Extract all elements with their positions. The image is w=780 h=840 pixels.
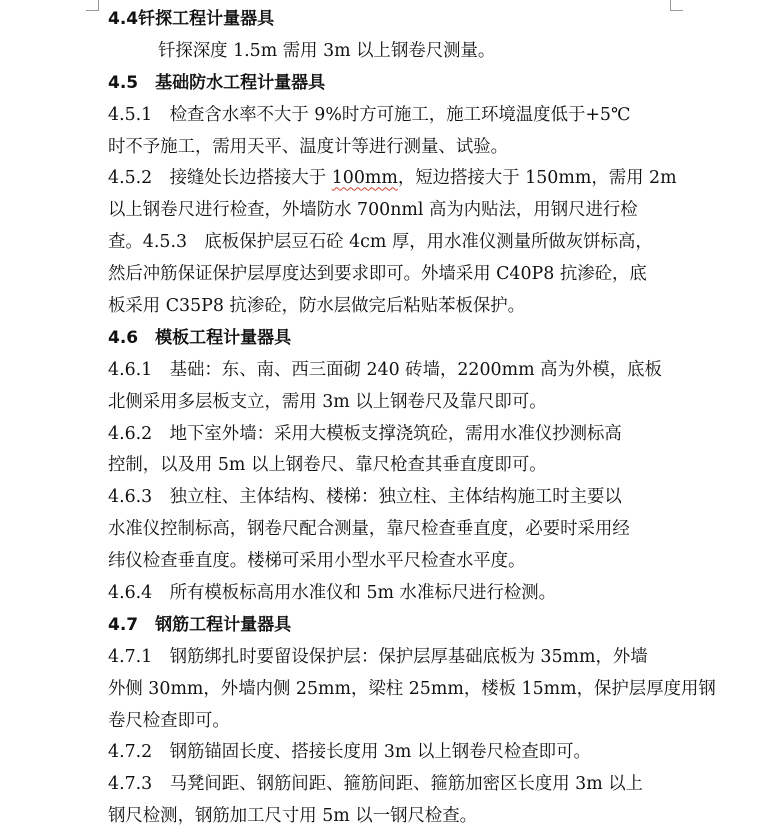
section-heading: 4.7 钢筋工程计量器具 xyxy=(108,614,292,635)
paragraph-line: 4.6.4 所有模板标高用水准仪和 5m 水准标尺进行检测。 xyxy=(108,583,557,604)
document-body[interactable] xyxy=(108,4,716,833)
paragraph-line xyxy=(108,163,677,195)
paragraph-line: 控制，以及用 5m 以上钢卷尺、靠尺枪查其垂直度即可。 xyxy=(108,455,547,476)
paragraph-line: 水准仪控制标高，钢卷尺配合测量，靠尺检查垂直度，必要时采用经 xyxy=(108,519,630,540)
paragraph-line: 卷尺检查即可。 xyxy=(108,710,230,731)
paragraph-line: 4.5.1 检查含水率不大于 9%时方可施工，施工环境温度低于+5℃ xyxy=(108,104,631,125)
paragraph-line: 板采用 C35P8 抗渗砼，防水层做完后粘贴苯板保护。 xyxy=(108,296,526,317)
paragraph-line: 4.7.1 钢筋绑扎时要留设保护层：保护层厚基础底板为 35mm，外墙 xyxy=(108,646,648,667)
section-heading: 4.6 模板工程计量器具 xyxy=(108,327,292,348)
section-heading: 4.4钎探工程计量器具 xyxy=(108,9,275,29)
paragraph-line: 以上钢卷尺进行检查，外墙防水 700nml 高为内贴法，用钢尺进行检 xyxy=(108,200,638,221)
paragraph-line: 4.6.3 独立柱、主体结构、楼梯：独立柱、主体结构施工时主要以 xyxy=(108,487,622,508)
paragraph-line: 4.6.1 基础：东、南、西三面砌 240 砖墙，2200mm 高为外模，底板 xyxy=(108,359,662,380)
paragraph-line: 钎探深度 1.5m 需用 3m 以上钢卷尺测量。 xyxy=(158,40,496,61)
margin-corner-mark-right xyxy=(670,0,683,11)
margin-corner-mark-left xyxy=(86,0,99,11)
paragraph-line: 查。4.5.3 底板保护层豆石砼 4cm 厚，用水准仪测量所做灰饼标高， xyxy=(108,232,653,253)
paragraph-line: 然后冲筋保证保护层厚度达到要求即可。外墙采用 C40P8 抗渗砼，底 xyxy=(108,264,647,285)
line-text: ，短边搭接大于 150mm，需用 2m xyxy=(397,168,677,189)
paragraph-line: 北侧采用多层板支立，需用 3m 以上钢卷尺及靠尺即可。 xyxy=(108,391,547,412)
line-text: 4.5.2 接缝处长边搭接大于 xyxy=(108,168,332,189)
paragraph-line: 外侧 30mm，外墙内侧 25mm，梁柱 25mm，楼板 15mm，保护层厚度用钢 xyxy=(108,678,716,699)
paragraph-line: 钢尺检测，钢筋加工尺寸用 5m 以一钢尺检查。 xyxy=(108,806,478,827)
section-heading: 4.5 基础防水工程计量器具 xyxy=(108,72,326,93)
paragraph-line: 4.7.2 钢筋锚固长度、搭接长度用 3m 以上钢卷尺检查即可。 xyxy=(108,742,591,763)
paragraph-line: 4.7.3 马凳间距、钢筋间距、箍筋间距、箍筋加密区长度用 3m 以上 xyxy=(108,774,644,795)
spellcheck-flagged-word: 100mm xyxy=(331,168,398,189)
paragraph-line: 4.6.2 地下室外墙：采用大模板支撑浇筑砼，需用水准仪抄测标高 xyxy=(108,423,622,444)
paragraph-line: 时不予施工，需用天平、温度计等进行测量、试验。 xyxy=(108,136,508,157)
paragraph-line: 纬仪检查垂直度。楼梯可采用小型水平尺检查水平度。 xyxy=(108,551,526,572)
